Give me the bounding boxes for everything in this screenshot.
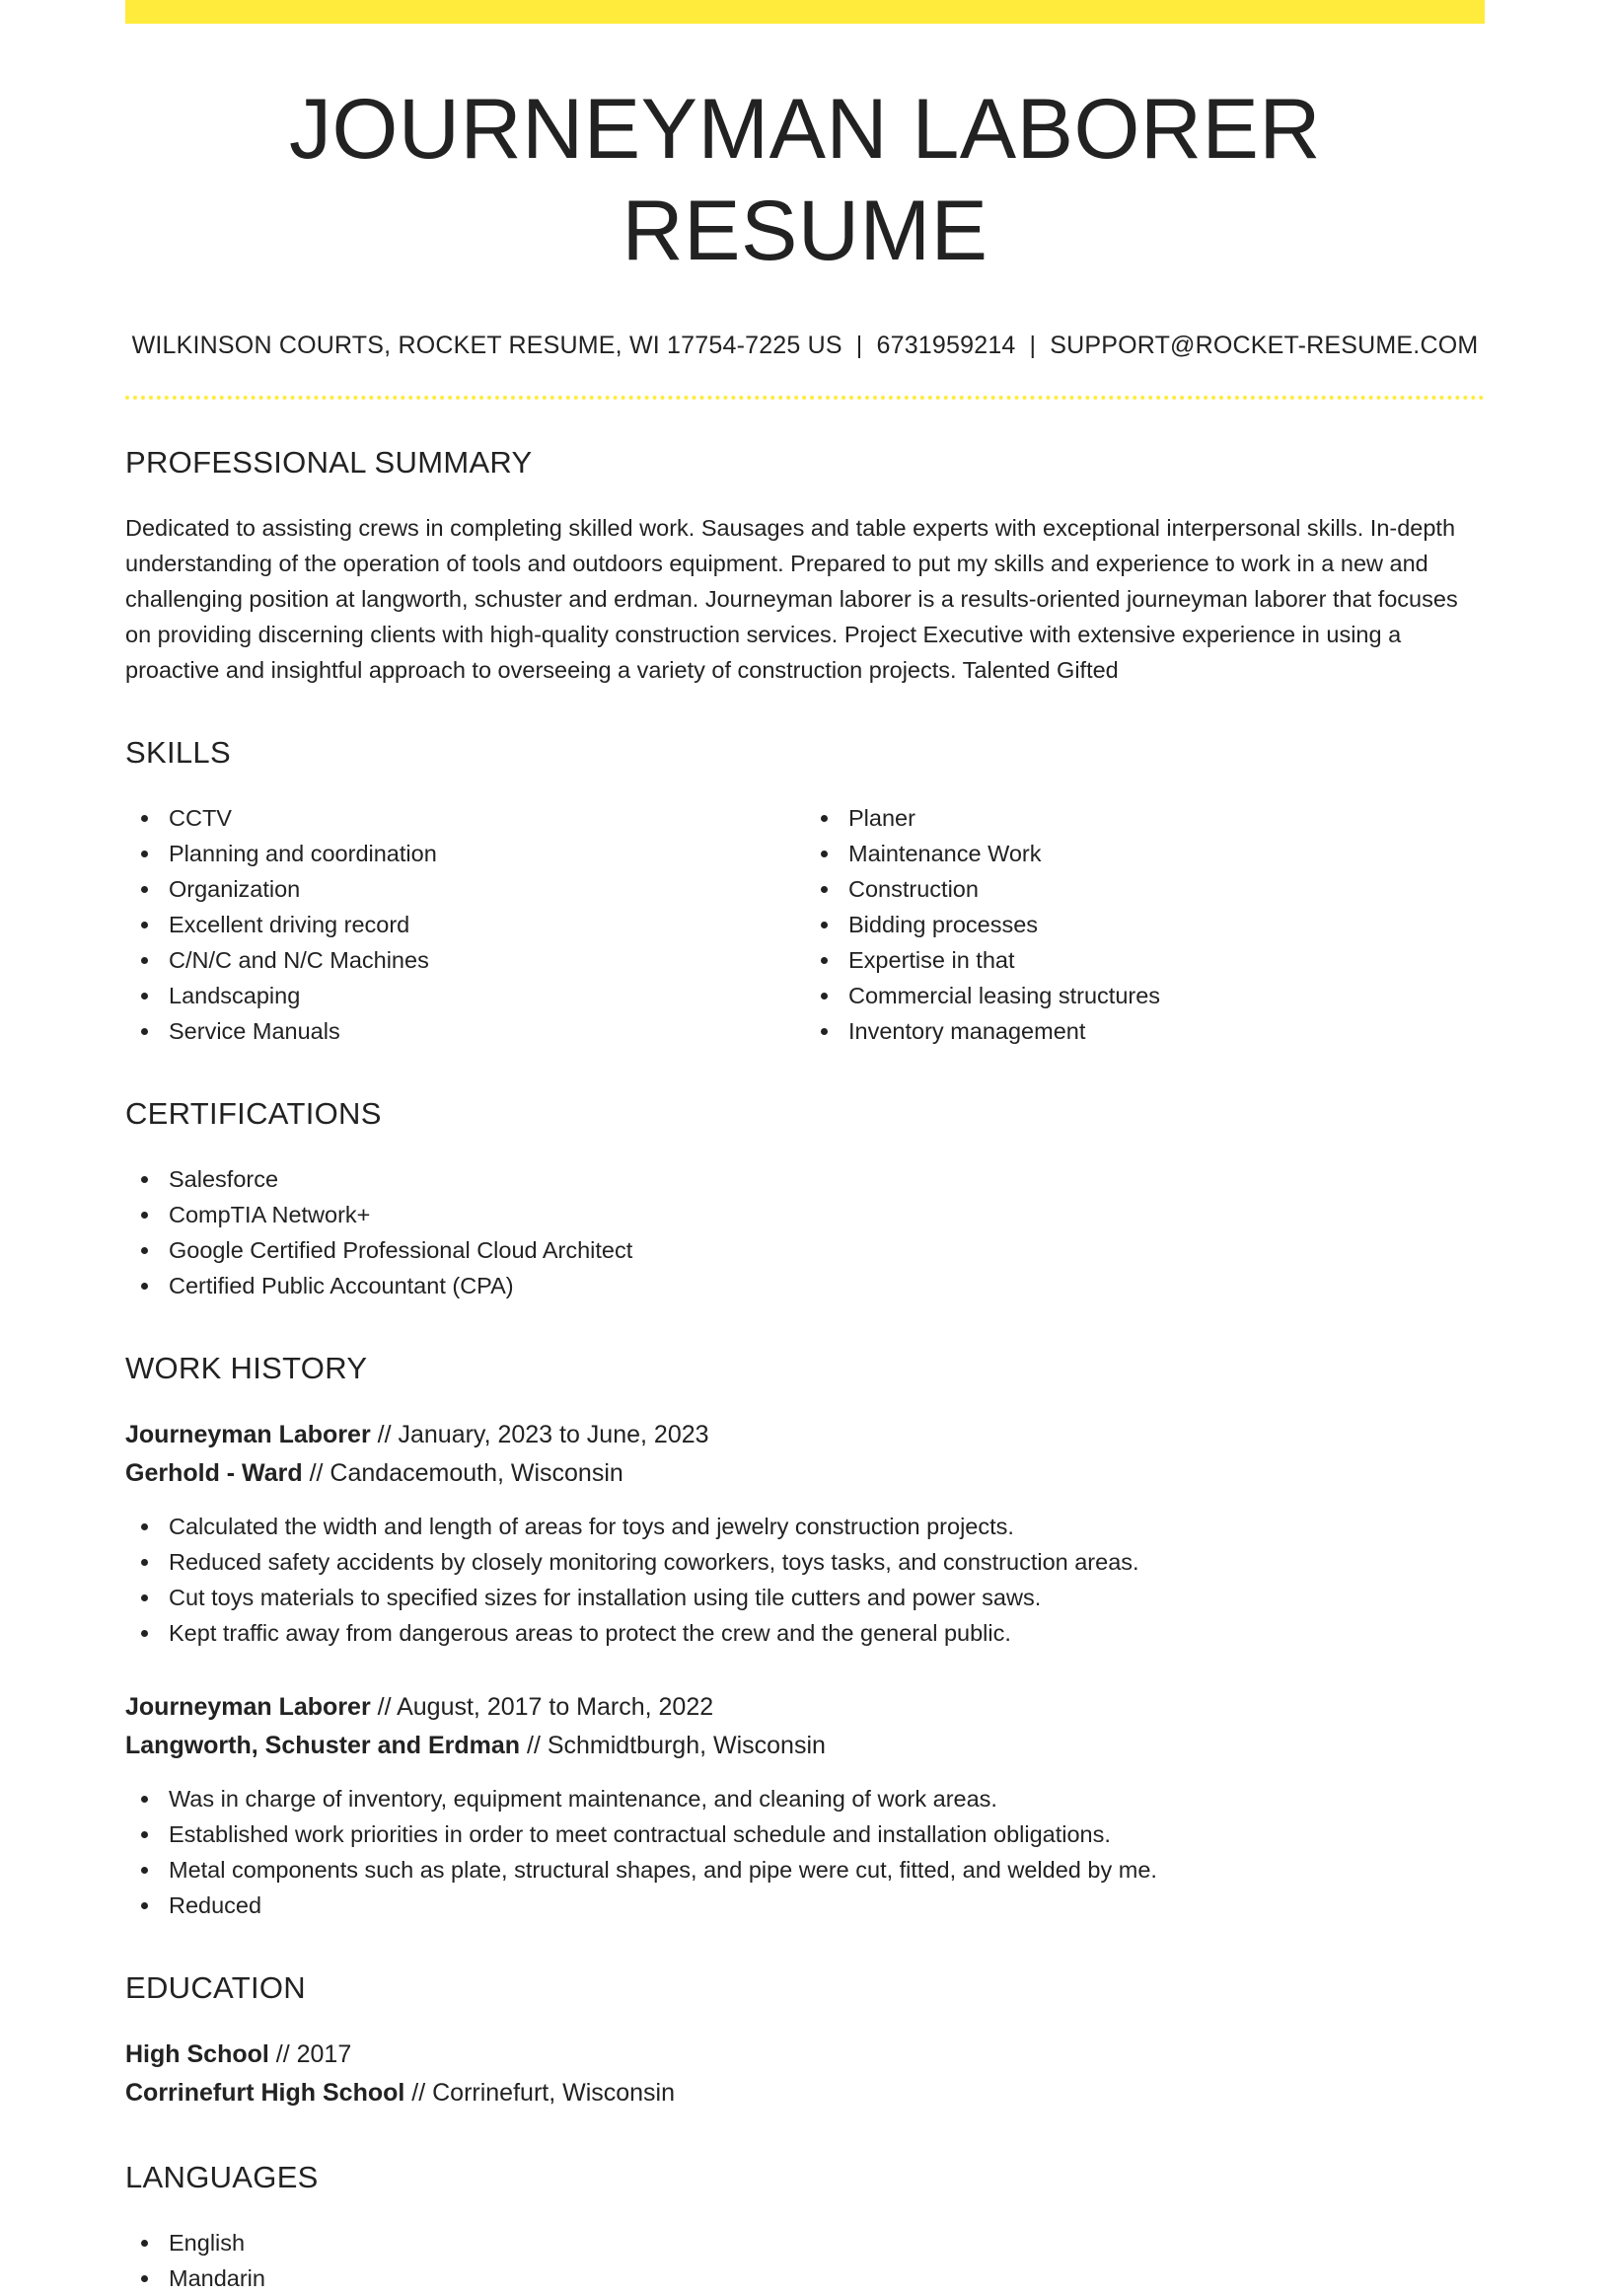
- education-location: // Corrinefurt, Wisconsin: [411, 2079, 676, 2108]
- job-location: // Schmidtburgh, Wisconsin: [527, 1732, 826, 1760]
- certifications-list: [125, 1161, 1485, 1303]
- languages-list: [125, 2225, 1485, 2296]
- skill-item: Service Manuals: [125, 1013, 805, 1049]
- skill-item: Maintenance Work: [805, 836, 1485, 871]
- job-duty-item: Reduced safety accidents by closely monitoring coworkers, toys tasks, and construction areas.: [125, 1544, 1485, 1580]
- job-title-line: [125, 1688, 1485, 1727]
- contact-phone[interactable]: 6731959214: [876, 332, 1016, 360]
- work-history-heading: WORK HISTORY: [125, 1351, 368, 1386]
- job-duties-list: [125, 1509, 1485, 1651]
- job-dates: // January, 2023 to June, 2023: [377, 1421, 709, 1449]
- summary-heading: PROFESSIONAL SUMMARY: [125, 445, 533, 481]
- contact-address: WILKINSON COURTS, ROCKET RESUME, WI 17754-7225 US: [131, 332, 842, 360]
- job-title-line: [125, 1416, 1485, 1454]
- skill-item: Inventory management: [805, 1013, 1485, 1049]
- certification-item: Salesforce: [125, 1161, 1485, 1197]
- contact-separator: |: [855, 332, 863, 360]
- skill-item: Excellent driving record: [125, 907, 805, 942]
- contact-email[interactable]: SUPPORT@ROCKET-RESUME.COM: [1050, 332, 1479, 360]
- skills-list-left: [125, 800, 805, 1049]
- skill-item: Organization: [125, 871, 805, 907]
- resume-title: JOURNEYMAN LABORER RESUME: [289, 82, 1321, 279]
- job-entry: [125, 1416, 1485, 1651]
- languages-heading: LANGUAGES: [125, 2160, 319, 2195]
- skill-item: Commercial leasing structures: [805, 978, 1485, 1013]
- skills-grid: [125, 800, 1485, 1049]
- skill-item: Planning and coordination: [125, 836, 805, 871]
- job-entry: [125, 1688, 1485, 1923]
- skill-item: Expertise in that: [805, 942, 1485, 978]
- skill-item: Landscaping: [125, 978, 805, 1013]
- job-duties-list: [125, 1781, 1485, 1923]
- skills-heading: SKILLS: [125, 735, 231, 771]
- job-company-line: [125, 1454, 1485, 1493]
- job-duty-item: Calculated the width and length of areas for toys and jewelry construction projects.: [125, 1509, 1485, 1544]
- education-year: // 2017: [275, 2040, 352, 2069]
- certification-item: Google Certified Professional Cloud Architect: [125, 1232, 1485, 1268]
- job-location: // Candacemouth, Wisconsin: [309, 1459, 623, 1488]
- skill-item: Bidding processes: [805, 907, 1485, 942]
- job-duty-item: Metal components such as plate, structural shapes, and pipe were cut, fitted, and welded by me.: [125, 1852, 1485, 1888]
- job-title: Journeyman Laborer: [125, 1421, 371, 1449]
- education-heading: EDUCATION: [125, 1970, 306, 2006]
- contact-separator: |: [1029, 332, 1037, 360]
- education-school: Corrinefurt High School: [125, 2079, 405, 2108]
- language-item: English: [125, 2225, 1485, 2260]
- certifications-heading: CERTIFICATIONS: [125, 1096, 382, 1132]
- job-duty-item: Kept traffic away from dangerous areas to protect the crew and the general public.: [125, 1615, 1485, 1651]
- education-degree-line: [125, 2036, 1485, 2074]
- certification-item: Certified Public Accountant (CPA): [125, 1268, 1485, 1303]
- job-company-line: [125, 1727, 1485, 1765]
- dotted-divider: [125, 396, 1485, 400]
- contact-line: [125, 332, 1485, 360]
- job-dates: // August, 2017 to March, 2022: [377, 1693, 714, 1722]
- skill-item: CCTV: [125, 800, 805, 836]
- skill-item: Planer: [805, 800, 1485, 836]
- skill-item: Construction: [805, 871, 1485, 907]
- education-school-line: [125, 2074, 1485, 2112]
- job-company: Langworth, Schuster and Erdman: [125, 1732, 521, 1760]
- certification-item: CompTIA Network+: [125, 1197, 1485, 1232]
- job-company: Gerhold - Ward: [125, 1459, 303, 1488]
- job-duty-item: Established work priorities in order to meet contractual schedule and installation obligations.: [125, 1816, 1485, 1852]
- language-item: Mandarin: [125, 2260, 1485, 2296]
- skill-item: C/N/C and N/C Machines: [125, 942, 805, 978]
- job-duty-item: Cut toys materials to specified sizes for installation using tile cutters and power saws.: [125, 1580, 1485, 1615]
- job-title: Journeyman Laborer: [125, 1693, 371, 1722]
- accent-top-bar: [125, 0, 1485, 24]
- job-duty-item: Was in charge of inventory, equipment maintenance, and cleaning of work areas.: [125, 1781, 1485, 1816]
- skills-list-right: [805, 800, 1485, 1049]
- job-duty-item: Reduced: [125, 1888, 1485, 1923]
- education-degree: High School: [125, 2040, 269, 2069]
- summary-text: Dedicated to assisting crews in completing skilled work. Sausages and table experts with exceptional interpersonal skills. In-depth understanding of the operation of tools and outdoors equipment. Prepared to put my skills and experience to work in a new and challenging position at langworth, schuster and erdman. Journeyman laborer is a results-oriented journeyman laborer that focuses on providing discerning clients with high-quality construction services. Project Executive with extensive experience in using a proactive and insightful approach to overseeing a variety of construction projects. Talented Gifted: [125, 515, 1458, 684]
